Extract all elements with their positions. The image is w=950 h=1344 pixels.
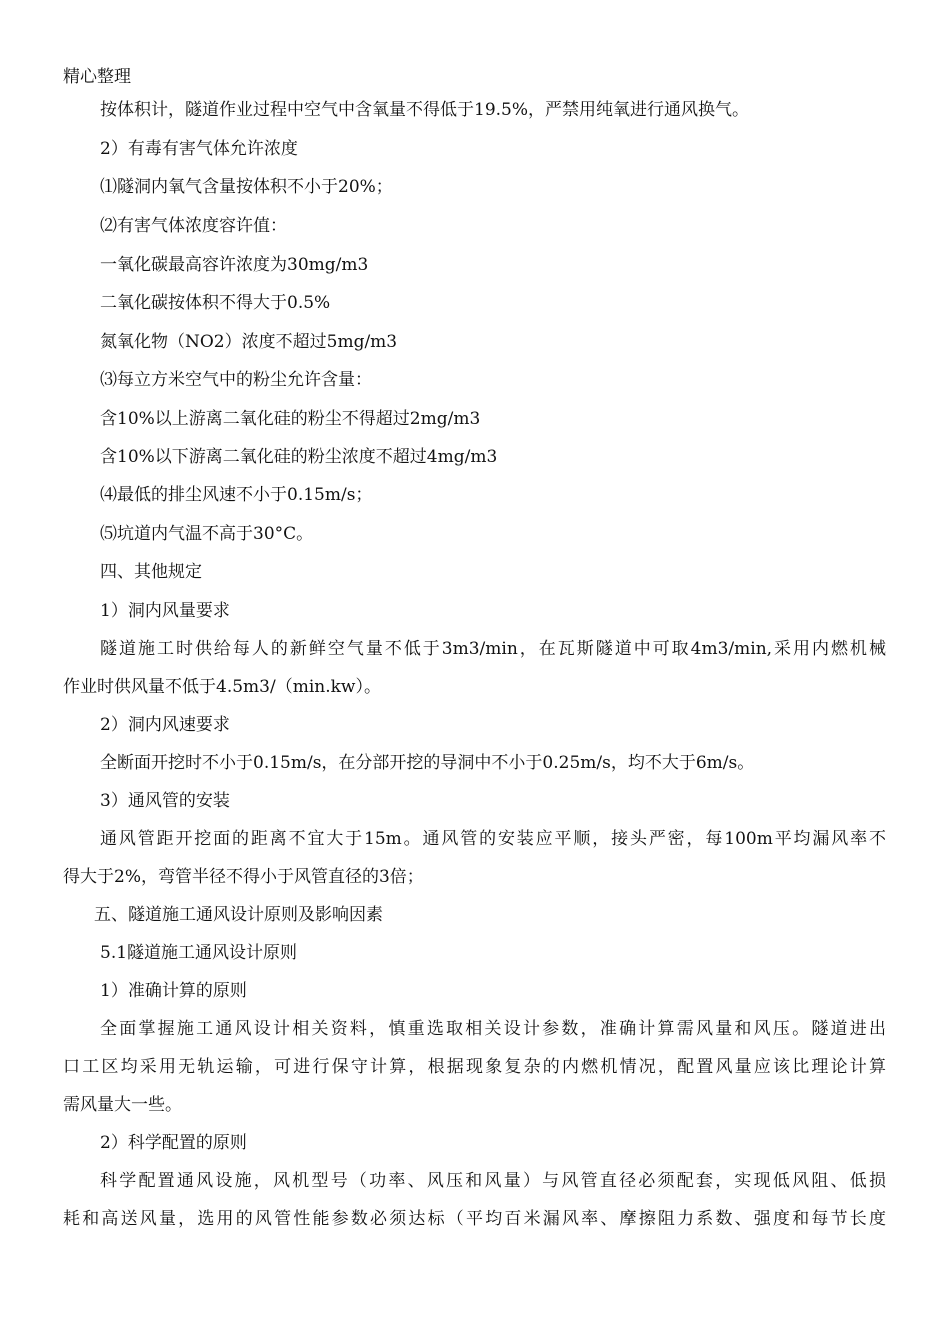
list-item: ⑶每立方米空气中的粉尘允许含量： [100, 370, 372, 390]
paragraph-line: 按体积计，隧道作业过程中空气中含氧量不得低于19.5%，严禁用纯氧进行通风换气。 [100, 100, 750, 120]
paragraph-line: 氮氧化物（NO2）浓度不超过5mg/m3 [100, 332, 398, 352]
paragraph-line: 口工区均采用无轨运输，可进行保守计算，根据现象复杂的内燃机情况，配置风量应该比理论计算 [63, 1057, 886, 1077]
paragraph-line: 耗和高送风量，选用的风管性能参数必须达标（平均百米漏风率、摩擦阻力系数、强度和每节长度 [63, 1209, 886, 1229]
subheading: 2）洞内风速要求 [100, 715, 230, 735]
paragraph-line: 一氧化碳最高容许浓度为30mg/m3 [100, 255, 369, 275]
paragraph-line: 科学配置通风设施，风机型号（功率、风压和风量）与风管直径必须配套，实现低风阻、低损 [100, 1171, 886, 1191]
paragraph-line: 得大于2%，弯管半径不得小于风管直径的3倍； [63, 867, 424, 887]
paragraph-line: 隧道施工时供给每人的新鲜空气量不低于3m3/min，在瓦斯隧道中可取4m3/min,采用内燃机械 [100, 639, 886, 659]
list-item: ⑵有害气体浓度容许值： [100, 216, 287, 236]
list-item: ⑸坑道内气温不高于30°C。 [100, 524, 314, 544]
paragraph-line: 含10%以上游离二氧化硅的粉尘不得超过2mg/m3 [100, 409, 481, 429]
subheading: 2）有毒有害气体允许浓度 [100, 139, 298, 159]
list-item: ⑴隧洞内氧气含量按体积不小于20%； [100, 177, 393, 197]
paragraph-line: 全断面开挖时不小于0.15m/s，在分部开挖的导洞中不小于0.25m/s，均不大于6m/s。 [100, 753, 755, 773]
paragraph-line: 通风管距开挖面的距离不宜大于15m。通风管的安装应平顺，接头严密，每100m平均漏风率不 [100, 829, 886, 849]
paragraph-line: 二氧化碳按体积不得大于0.5% [100, 293, 331, 313]
paragraph-line: 作业时供风量不低于4.5m3/（min.kw）。 [63, 677, 381, 697]
page-header: 精心整理 [63, 67, 131, 87]
paragraph-line: 含10%以下游离二氧化硅的粉尘浓度不超过4mg/m3 [100, 447, 498, 467]
section-heading: 五、隧道施工通风设计原则及影响因素 [94, 905, 383, 925]
subheading: 1）洞内风量要求 [100, 601, 230, 621]
subheading: 3）通风管的安装 [100, 791, 230, 811]
paragraph-line: 全面掌握施工通风设计相关资料，慎重选取相关设计参数，准确计算需风量和风压。隧道进出 [100, 1019, 886, 1039]
subsection-heading: 5.1隧道施工通风设计原则 [100, 943, 298, 963]
subheading: 1）准确计算的原则 [100, 981, 247, 1001]
section-heading: 四、其他规定 [100, 562, 202, 582]
list-item: ⑷最低的排尘风速不小于0.15m/s； [100, 485, 373, 505]
subheading: 2）科学配置的原则 [100, 1133, 247, 1153]
paragraph-line: 需风量大一些。 [63, 1095, 182, 1115]
